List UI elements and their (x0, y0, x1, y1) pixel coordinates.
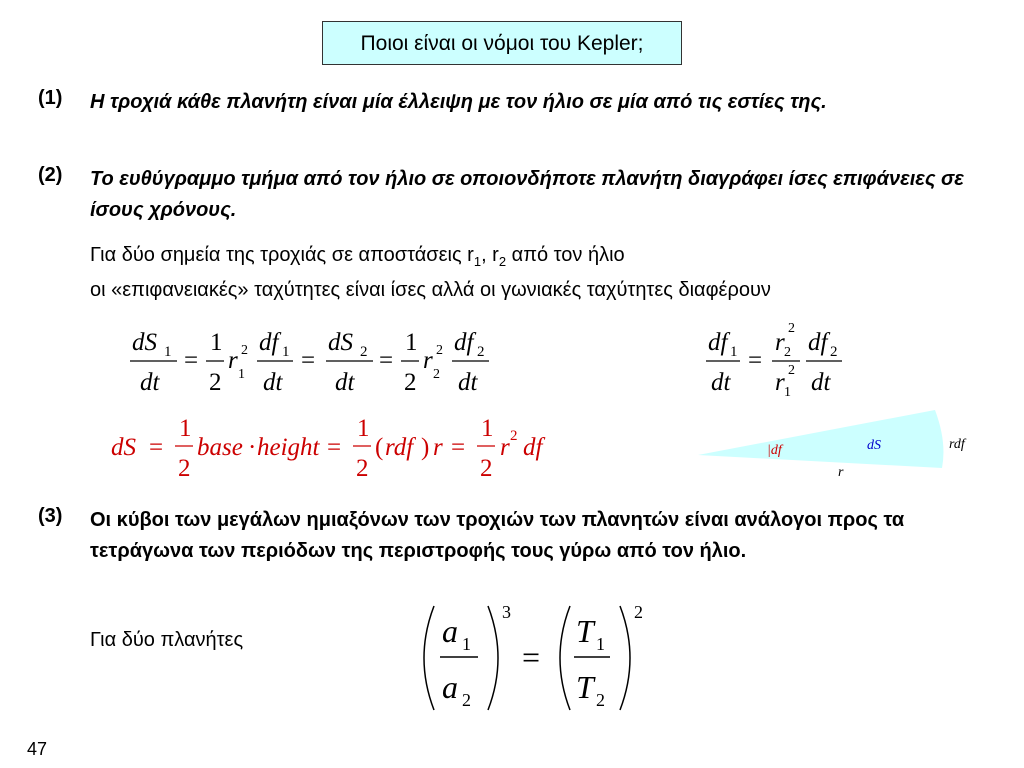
law-3-number: (3) (38, 505, 63, 527)
svg-text:2: 2 (830, 344, 838, 360)
svg-text:df: df (708, 329, 728, 356)
equation-areal-velocity (120, 316, 500, 398)
svg-text:2: 2 (209, 369, 222, 396)
svg-text:=: = (327, 434, 342, 461)
svg-text:1: 1 (238, 367, 245, 382)
svg-text:=: = (149, 434, 164, 461)
svg-text:2: 2 (477, 344, 485, 360)
note-text: Για δύο σημεία της τροχιάς σε αποστάσεις r (90, 244, 474, 266)
wedge-sector (698, 410, 943, 468)
svg-text:2: 2 (360, 344, 368, 360)
wedge-diagram (695, 405, 985, 485)
note-text-mid: , r (481, 244, 499, 266)
svg-text:=: = (451, 434, 466, 461)
svg-text:1: 1 (462, 634, 471, 654)
svg-text:dt: dt (263, 369, 283, 396)
svg-text:a: a (442, 613, 458, 649)
svg-text:2: 2 (784, 345, 791, 360)
svg-text:1: 1 (179, 415, 192, 442)
svg-text:2: 2 (241, 343, 248, 358)
svg-text:dt: dt (335, 369, 355, 396)
svg-text:1: 1 (357, 415, 370, 442)
svg-text:2: 2 (788, 363, 795, 378)
svg-text:1: 1 (596, 634, 605, 654)
svg-text:1: 1 (282, 344, 290, 360)
law-2-text (90, 164, 990, 226)
svg-text:2: 2 (436, 343, 443, 358)
svg-text:dS: dS (111, 434, 136, 461)
svg-text:2: 2 (634, 602, 643, 622)
svg-text:r: r (433, 434, 443, 461)
svg-text:=: = (184, 347, 199, 374)
svg-text:1: 1 (405, 329, 418, 356)
law-2-number: (2) (38, 164, 63, 186)
label-df: |df (767, 443, 782, 458)
svg-text:dt: dt (711, 369, 731, 396)
svg-text:df: df (259, 329, 279, 356)
svg-text:dS: dS (328, 329, 353, 356)
law-1-line: Η τροχιά κάθε πλανήτη είναι μία έλλειψη με τον ήλιο σε μία από τις εστίες της. (90, 91, 827, 113)
svg-text:base: base (197, 434, 243, 461)
svg-text:r: r (775, 369, 785, 396)
svg-text:1: 1 (730, 344, 738, 360)
svg-text:df: df (808, 329, 828, 356)
svg-text:1: 1 (481, 415, 494, 442)
svg-text:=: = (522, 639, 541, 675)
svg-text:1: 1 (210, 329, 223, 356)
svg-text:2: 2 (510, 428, 518, 444)
svg-text:a: a (442, 669, 458, 705)
svg-text:2: 2 (178, 455, 191, 482)
law-3-line: Οι κύβοι των μεγάλων ημιαξόνων των τροχιών των πλανητών είναι ανάλογοι προς τα τετράγωνα των περιόδων της περιστροφής τους γύρω από τον ήλιο. (90, 509, 905, 562)
svg-text:1: 1 (784, 385, 791, 398)
note-text-post: από τον ήλιο (506, 244, 625, 266)
svg-text:(: ( (375, 434, 384, 461)
svg-text:2: 2 (596, 690, 605, 710)
law-3-text (90, 505, 990, 567)
label-rdf: rdf (949, 437, 965, 452)
svg-text:2: 2 (480, 455, 493, 482)
svg-text:dt: dt (458, 369, 478, 396)
law-2-note-line-1 (90, 241, 1010, 276)
svg-text:2: 2 (433, 367, 440, 382)
svg-text:height: height (257, 434, 320, 461)
law-2-line: Το ευθύγραμμο τμήμα από τον ήλιο σε οποιονδήποτε πλανήτη διαγράφει ίσες επιφάνειες σε ίσους χρόνους. (90, 168, 964, 221)
law-2-note-line-2: οι «επιφανειακές» ταχύτητες είναι ίσες αλλά οι γωνιακές ταχύτητες διαφέρουν (90, 279, 771, 301)
svg-text:2: 2 (788, 321, 795, 336)
page-number: 47 (27, 739, 48, 759)
law-3-note: Για δύο πλανήτες (90, 629, 244, 651)
law-2-note (90, 241, 1010, 305)
equation-third-law (410, 598, 650, 718)
svg-text:dt: dt (811, 369, 831, 396)
law-1-text (90, 87, 990, 118)
note-sub-2: 2 (498, 254, 507, 269)
equation-area-element (105, 410, 585, 482)
svg-text:2: 2 (404, 369, 417, 396)
equation-angular-ratio (700, 316, 850, 398)
svg-text:r: r (500, 434, 510, 461)
svg-text:df: df (523, 434, 543, 461)
svg-text:1: 1 (164, 344, 172, 360)
svg-text:r: r (775, 329, 785, 356)
svg-text:dS: dS (132, 329, 157, 356)
svg-text:=: = (301, 347, 316, 374)
note-sub-1: 1 (473, 254, 482, 269)
svg-text:): ) (421, 434, 430, 461)
law-1-number: (1) (38, 87, 63, 109)
page-title: Ποιοι είναι οι νόμοι του Kepler; (322, 21, 682, 65)
svg-text:dt: dt (140, 369, 160, 396)
label-r: r (838, 465, 844, 480)
svg-text:T: T (576, 669, 594, 705)
svg-text:T: T (576, 613, 594, 649)
svg-text:df: df (454, 329, 474, 356)
svg-text:3: 3 (502, 602, 511, 622)
svg-text:rdf: rdf (385, 434, 414, 461)
svg-text:2: 2 (462, 690, 471, 710)
svg-text:r: r (423, 347, 433, 374)
svg-text:·: · (248, 434, 257, 461)
svg-text:=: = (379, 347, 394, 374)
svg-text:2: 2 (356, 455, 369, 482)
svg-text:r: r (228, 347, 238, 374)
label-dS: dS (867, 438, 881, 453)
svg-text:=: = (748, 347, 763, 374)
